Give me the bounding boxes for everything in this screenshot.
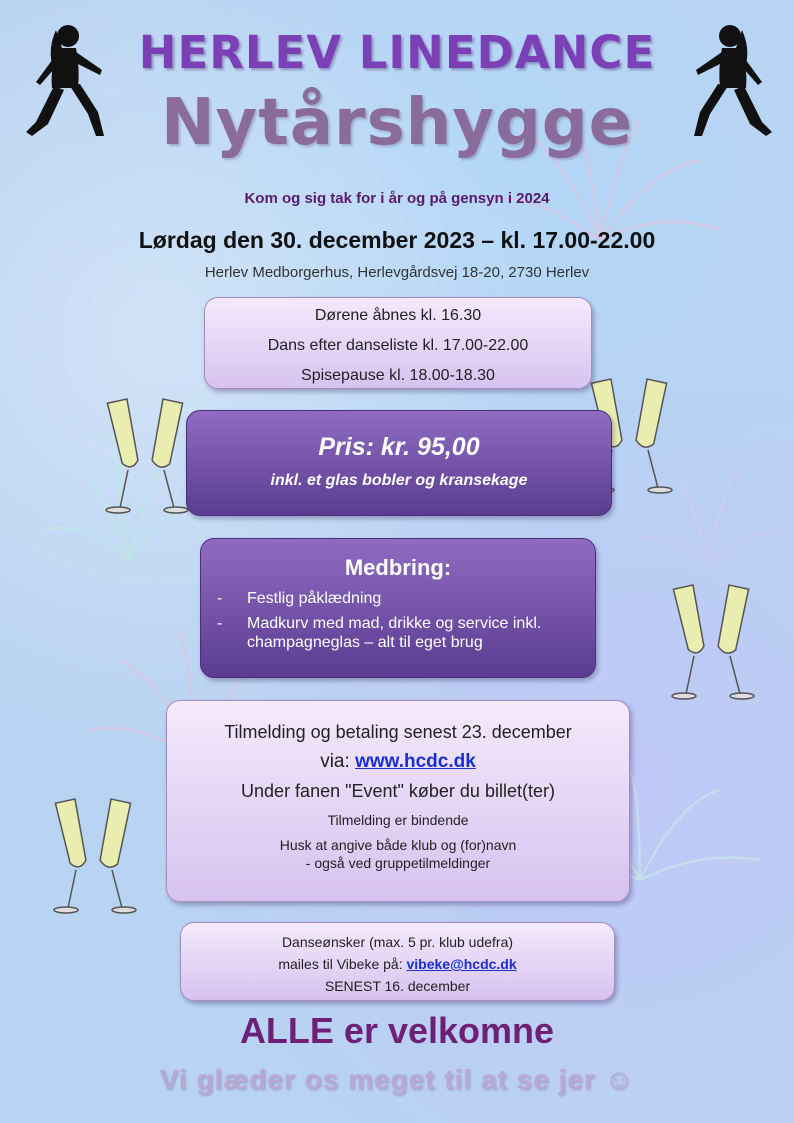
schedule-box [204,297,592,389]
champagne-glasses-icon [664,578,760,704]
dance-wishes-box [180,922,615,1001]
champagne-glasses-icon [46,792,142,918]
wishes-mail-label: mailes til Vibeke på: [278,956,407,972]
bring-list [201,589,595,652]
event-address: Herlev Medborgerhus, Herlevgårdsvej 18-20, 2730 Herlev [204,264,590,281]
tagline: Kom og sig tak for i år og på gensyn i 2024 [244,190,550,207]
signup-reminder [167,836,629,872]
bring-title: Medbring: [344,555,452,580]
schedule-item: Spisepause kl. 18.00-18.30 [301,367,495,384]
event-subtitle: Nytårshygge [160,86,634,160]
price-note: inkl. et glas bobler og kransekage [270,472,528,489]
signup-instructions: Under fanen "Event" køber du billet(ter) [241,781,555,801]
closing-text: Vi glæder os meget til at se jer ☺ [159,1064,635,1095]
signup-deadline: Tilmelding og betaling senest 23. december [224,722,572,742]
champagne-glasses-icon [98,392,194,518]
event-date: Lørdag den 30. december 2023 – kl. 17.00-22.00 [138,227,656,253]
wishes-deadline: SENEST 16. december [324,978,471,994]
signup-box [166,700,630,902]
list-item: - Madkurv med mad, drikke og service inkl. champagneglas – alt til eget brug [217,614,595,652]
schedule-item: Dørene åbnes kl. 16.30 [314,307,482,324]
signup-reminder-line: - også ved gruppetilmeldinger [305,855,491,871]
signup-binding-note: Tilmelding er bindende [327,812,469,828]
price-box [186,410,612,516]
email-link[interactable]: vibeke@hcdc.dk [406,956,517,972]
signup-reminder-line: Husk at angive både klub og (for)navn [279,837,517,853]
welcome-text: ALLE er velkomne [239,1010,555,1051]
list-item: - Festlig påklædning [217,589,595,608]
wishes-line: Danseønsker (max. 5 pr. klub udefra) [281,934,514,950]
signup-via [167,751,629,773]
via-label: via: [320,751,356,772]
website-link[interactable]: www.hcdc.dk [355,751,476,772]
schedule-item: Dans efter danseliste kl. 17.00-22.00 [267,337,529,354]
price-title: Pris: kr. 95,00 [318,433,480,461]
event-title: HERLEV LINEDANCE [138,26,656,79]
wishes-line [181,953,614,975]
bring-box [200,538,596,678]
